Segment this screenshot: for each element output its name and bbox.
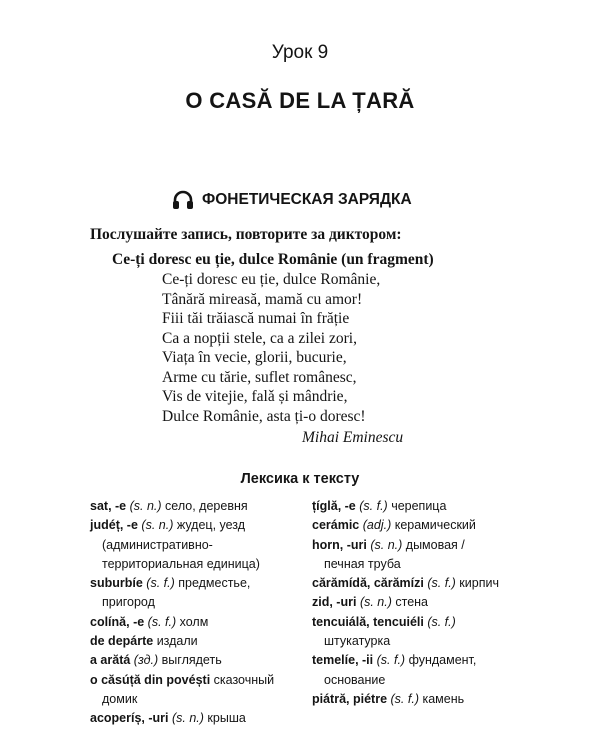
vocab-entry [90,516,290,574]
poem-line: Arme cu tărie, suflet românesc, [162,368,357,386]
vocab-translation: керамический [391,518,476,533]
vocab-entry [90,613,290,632]
vocab-entry [312,613,508,652]
vocab-word: temelíe, -ii [312,653,374,668]
vocab-grammar: (s. f.) [427,614,456,629]
poem-line: Ce-ți doresc eu ție, dulce Românie, [162,271,381,288]
vocab-word: o căsúță din povéști [90,672,211,687]
vocab-word: colínă, -e [90,614,145,629]
vocab-grammar: (s. f.) [376,653,406,668]
vocab-translation: сказочный домик [102,672,275,706]
poem-title: Ce-ți doresc eu ție, dulce Românie (un fragment) [112,251,434,268]
page-title: O CASĂ DE LA ȚARĂ [185,88,415,113]
vocab-word: sat, -e [90,499,127,513]
vocab-translation: издали [153,634,198,649]
poem-line: Fiii tăi trăiască numai în frăție [162,310,350,327]
vocab-translation: жудец, уезд (административно-территориальная единица) [102,518,260,571]
vocabulary-heading: Лексика к тексту [240,471,360,487]
vocab-translation: стена [391,595,429,610]
lesson-number: Урок 9 [271,42,329,63]
headphones-icon [172,190,194,210]
vocab-entry [90,497,290,516]
vocab-entry [312,593,508,612]
section-heading [172,190,412,210]
vocab-entry [90,671,290,710]
vocab-word: suburbíe [90,576,143,591]
poem [162,270,380,426]
vocab-translation: камень [418,691,465,706]
vocab-entry [312,690,508,709]
vocab-entry [312,497,508,516]
vocab-grammar: (s. n.) [129,499,162,513]
poem-line: Dulce Românie, asta ți-o doresc! [162,407,366,425]
vocab-translation: штукатурка [324,634,391,649]
poem-line: Viața în vecie, glorii, bucurie, [162,349,347,366]
vocab-grammar: (s. f.) [147,614,177,629]
section-heading-text: ФОНЕТИЧЕСКАЯ ЗАРЯДКА [202,191,412,208]
vocab-word: cerámic [312,518,360,533]
vocab-entry [90,632,290,651]
vocab-entry [90,574,290,613]
poem-line: Ca a nopții stele, ca a zilei zori, [162,329,357,347]
vocab-translation: предместье, пригород [102,576,251,610]
poem-author: Mihai Eminescu [302,429,404,446]
vocab-word: tencuiálă, tencuiéli [312,614,424,629]
vocabulary-column-left [90,497,290,729]
vocab-grammar: (зд.) [133,653,159,668]
vocab-translation: кирпич [455,576,499,591]
vocab-grammar: (s. f.) [390,691,419,706]
vocab-grammar: (s. f.) [359,499,388,513]
vocab-grammar: (s. f.) [146,576,175,591]
vocabulary-column-right [312,497,508,709]
vocab-entry [90,651,290,670]
vocab-translation: холм [176,614,209,629]
vocab-entry [312,651,508,690]
vocab-word: cărămídă, cărămízi [312,576,424,591]
vocab-word: acoperíș, -uri [90,711,169,726]
vocab-entry [90,709,290,728]
vocab-word: horn, -uri [312,537,367,552]
vocab-word: judéț, -e [90,518,138,533]
vocab-grammar: (s. n.) [359,595,392,610]
vocab-grammar: (adj.) [362,518,392,533]
vocab-grammar: (s. n.) [171,711,204,726]
vocab-word: a arătá [90,653,131,668]
vocab-word: de depárte [90,634,154,649]
vocab-entry [312,574,508,593]
vocab-entry [312,536,508,575]
vocab-word: țíglă, -e [312,499,356,513]
vocab-translation: фундамент, основание [324,653,477,687]
instruction: Послушайте запись, повторите за диктором: [90,226,402,243]
poem-line: Tânără mireasă, mamă cu amor! [162,290,363,308]
vocab-translation: черепица [387,499,447,513]
vocab-grammar: (s. n.) [370,537,403,552]
vocab-grammar: (s. f.) [427,576,456,591]
vocab-entry [312,516,508,535]
vocab-translation: выглядеть [158,653,222,668]
vocab-translation: село, деревня [161,499,248,513]
vocab-grammar: (s. n.) [141,518,174,533]
vocab-translation: дымовая / печная труба [324,537,465,571]
vocab-word: piátră, piétre [312,691,388,706]
vocab-word: zid, -uri [312,595,357,610]
vocab-translation: крыша [203,711,246,726]
poem-line: Vis de vitejie, falǎ și mândrie, [162,388,348,405]
